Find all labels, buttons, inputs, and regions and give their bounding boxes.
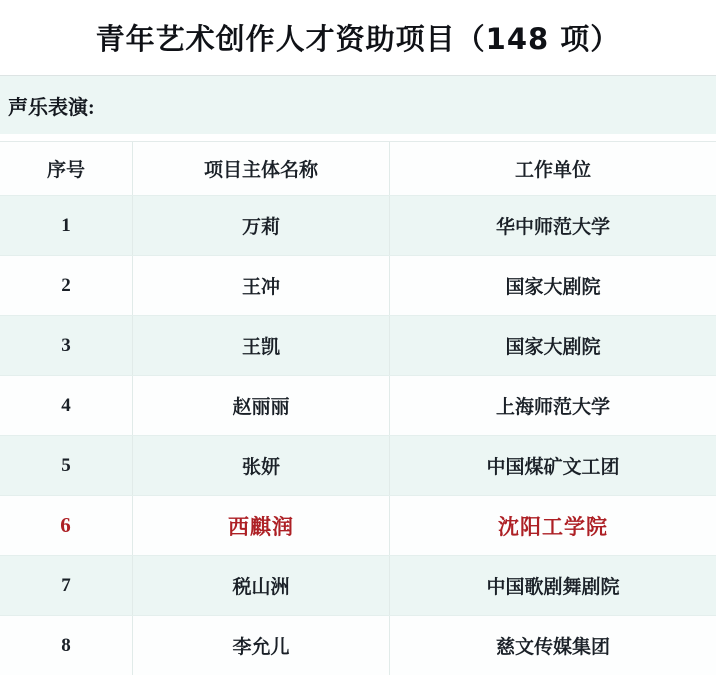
cell-name: 税山洲 [133, 556, 390, 615]
cell-name: 西麒润 [133, 496, 390, 555]
table-row [0, 255, 716, 315]
column-header-no: 序号 [0, 142, 133, 195]
cell-unit: 中国歌剧舞剧院 [486, 577, 620, 598]
table-row-highlighted [0, 495, 716, 555]
cell-name: 王凯 [133, 316, 390, 375]
cell-unit: 华中师范大学 [495, 217, 610, 238]
cell-unit: 国家大剧院 [505, 277, 601, 298]
section-label: 声乐表演: [8, 96, 95, 119]
table-row [0, 375, 716, 435]
title-band [0, 0, 716, 76]
cell-no: 2 [0, 256, 133, 315]
table-row [0, 315, 716, 375]
table-row [0, 435, 716, 495]
cell-no: 6 [0, 496, 133, 555]
cell-no: 3 [0, 316, 133, 375]
cell-name: 万莉 [133, 196, 390, 255]
cell-name: 赵丽丽 [133, 376, 390, 435]
funding-table [0, 141, 716, 675]
cell-unit: 沈阳工学院 [498, 514, 608, 539]
table-header-row [0, 142, 716, 195]
cell-no: 8 [0, 616, 133, 675]
cell-name: 李允儿 [133, 616, 390, 675]
column-header-unit: 工作单位 [514, 160, 591, 181]
column-header-name: 项目主体名称 [133, 142, 390, 195]
cell-no: 5 [0, 436, 133, 495]
cell-unit: 上海师范大学 [495, 397, 610, 418]
table-row [0, 195, 716, 255]
cell-no: 7 [0, 556, 133, 615]
cell-name: 王冲 [133, 256, 390, 315]
table-row [0, 615, 716, 675]
spacer [0, 134, 716, 141]
section-band [0, 76, 716, 134]
cell-no: 1 [0, 196, 133, 255]
cell-name: 张妍 [133, 436, 390, 495]
page-title: 青年艺术创作人才资助项目（148 项） [95, 22, 621, 56]
cell-unit: 国家大剧院 [505, 337, 601, 358]
table-row [0, 555, 716, 615]
cell-no: 4 [0, 376, 133, 435]
cell-unit: 中国煤矿文工团 [486, 457, 620, 478]
cell-unit: 慈文传媒集团 [495, 637, 610, 658]
